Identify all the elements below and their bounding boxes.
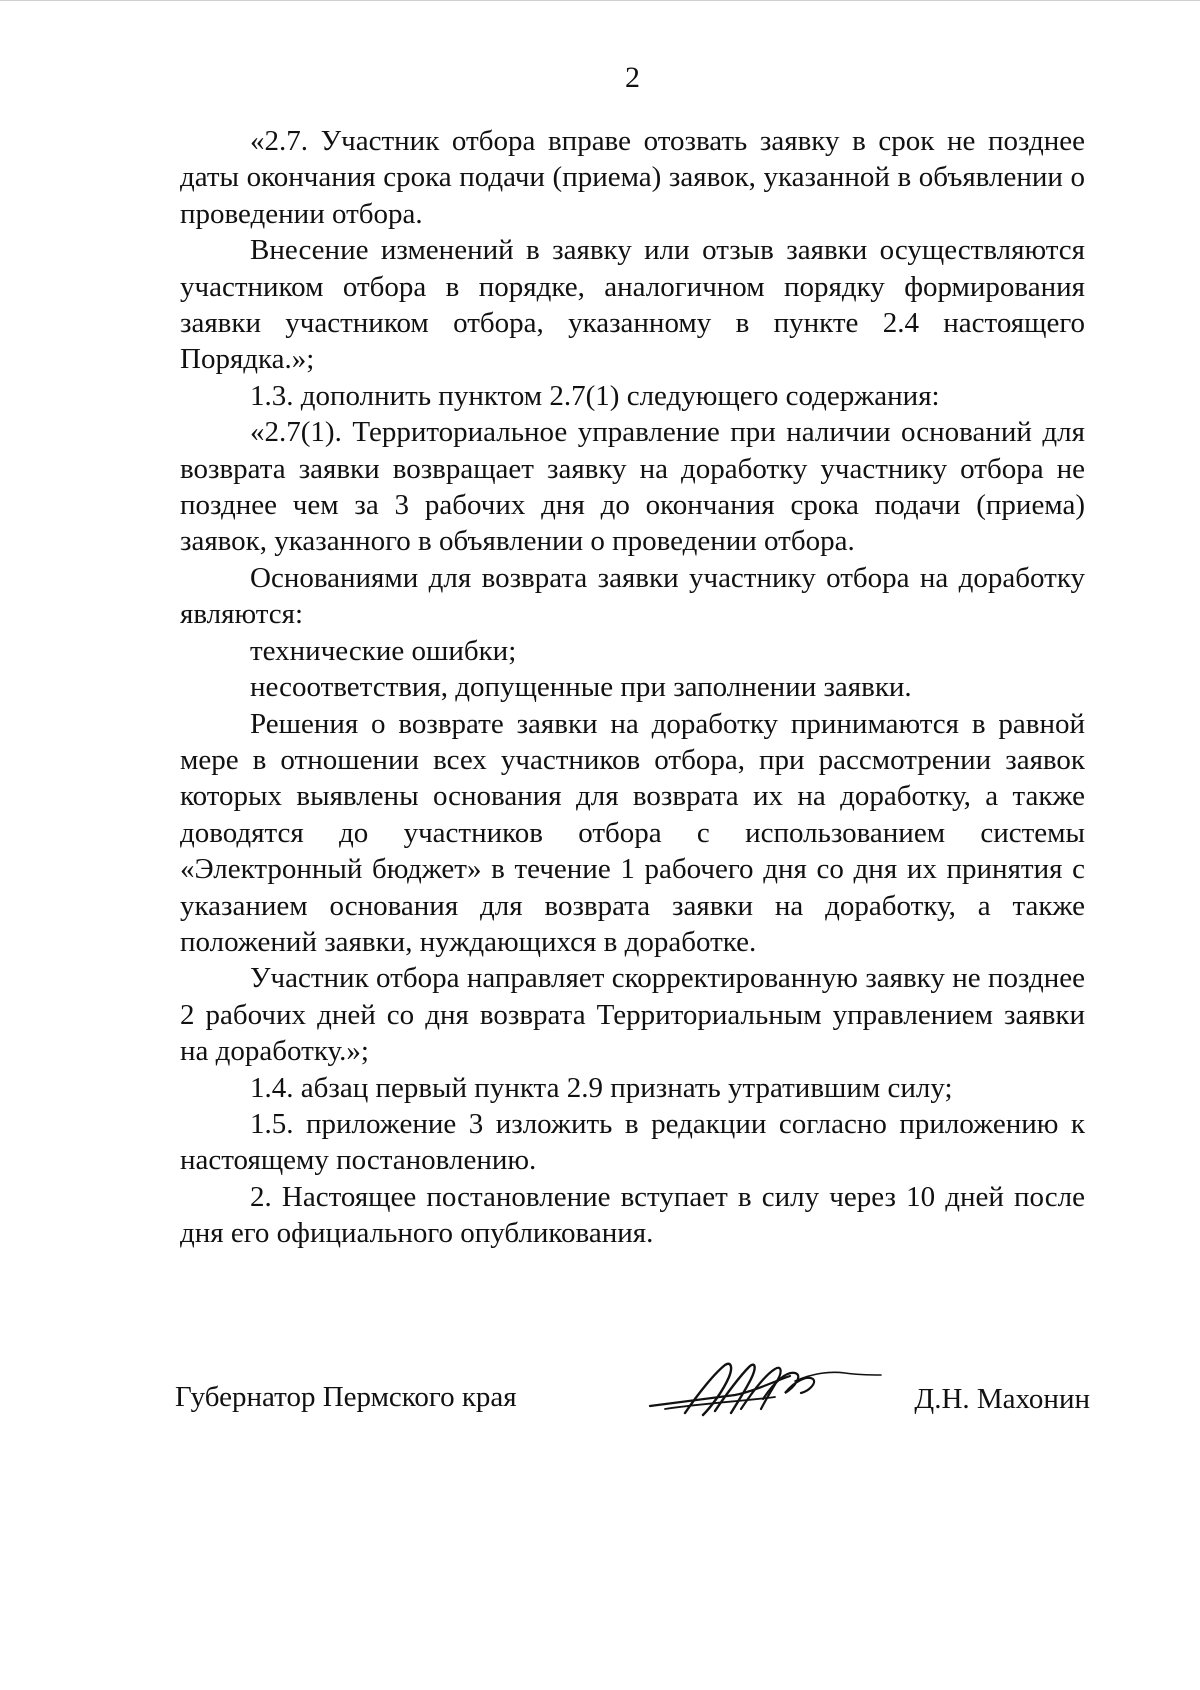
- page-number: 2: [625, 61, 640, 94]
- handwritten-signature-icon: [645, 1351, 885, 1431]
- paragraph-changes: Внесение изменений в заявку или отзыв заявки осуществляются участником отбора в порядке, аналогичном порядку формирования заявки участником отбора, указанному в пункте 2.4 настоящего Порядка.»;: [180, 234, 1085, 376]
- paragraph-1-3: 1.3. дополнить пунктом 2.7(1) следующего содержания:: [250, 379, 940, 412]
- paragraph-inconsistencies: несоответствия, допущенные при заполнении заявки.: [250, 671, 912, 704]
- paragraph-2-7-1: «2.7(1). Территориальное управление при наличии оснований для возврата заявки возвращает заявку на доработку участнику отбора не позднее чем за 3 рабочих дня до окончания срока подачи (приема) заявок, указанного в объявлении о проведении отбора.: [180, 416, 1085, 558]
- signatory-position: Губернатор Пермского края: [175, 1381, 517, 1413]
- paragraph-decisions: Решения о возврате заявки на доработку принимаются в равной мере в отношении всех участников отбора, при рассмотрении заявок которых выявлены основания для возврата их на доработку, а также доводятся до участников отбора с использованием системы «Электронный бюджет» в течение 1 рабочего дня со дня их принятия с указанием основания для возврата заявки на доработку, а также положений заявки, нуждающихся в доработке.: [180, 707, 1085, 958]
- signatory-name: Д.Н. Махонин: [914, 1383, 1090, 1415]
- paragraph-1-4: 1.4. абзац первый пункта 2.9 признать утратившим силу;: [250, 1071, 953, 1104]
- paragraph-technical-errors: технические ошибки;: [250, 634, 517, 667]
- signature-block: [175, 1371, 1090, 1441]
- paragraph-1-5: 1.5. приложение 3 изложить в редакции согласно приложению к настоящему постановлению.: [180, 1107, 1085, 1177]
- paragraph-2-7: «2.7. Участник отбора вправе отозвать заявку в срок не позднее даты окончания срока подачи (приема) заявок, указанной в объявлении о проведении отбора.: [180, 125, 1085, 230]
- paragraph-2-effective: 2. Настоящее постановление вступает в силу через 10 дней после дня его официального опубликования.: [180, 1180, 1085, 1250]
- document-body: [180, 123, 1085, 1252]
- paragraph-grounds: Основаниями для возврата заявки участнику отбора на доработку являются:: [180, 561, 1085, 631]
- paragraph-corrected-application: Участник отбора направляет скорректированную заявку не позднее 2 рабочих дней со дня возврата Территориальным управлением заявки на доработку.»;: [180, 962, 1085, 1068]
